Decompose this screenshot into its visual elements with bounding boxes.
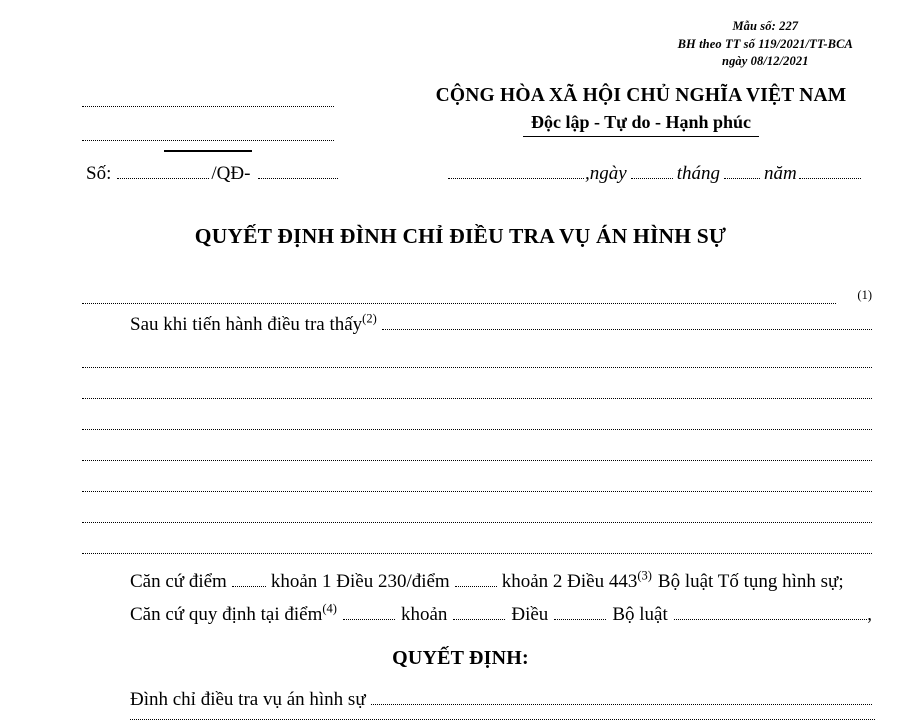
legal-basis-1-part4: Bộ luật Tố tụng hình sự; [657,571,844,592]
national-motto-wrapper [402,111,880,137]
article-1-continuation-dots[interactable] [130,719,875,720]
blank-fill-dots[interactable] [82,460,872,461]
legal-basis-2-code-fill[interactable] [674,606,868,620]
legal-basis-1-part3: khoản 2 Điều 443$^{(3)}$ [501,568,652,592]
legal-basis-2-part5: , [867,604,872,625]
legal-basis-line-2 [130,603,872,627]
investigation-intro-fill[interactable] [382,316,872,330]
blank-fill-dots[interactable] [82,522,872,523]
blank-fill-row[interactable] [82,501,872,532]
legal-basis-2-part3: Điều [511,604,549,625]
blank-fill-dots[interactable] [82,367,872,368]
note-ref-3: (3) [637,568,652,583]
blank-fill-row[interactable] [82,470,872,501]
legal-basis-2-part4: Bộ luật [612,604,668,625]
blank-fill-row[interactable] [82,377,872,408]
form-code-block [678,18,853,71]
document-number-label: Số: [86,163,112,184]
form-issuance-date: ngày 08/12/2021 [722,54,809,68]
blank-fill-row[interactable] [82,532,872,563]
date-comma: , [585,163,590,184]
blank-fill-row[interactable] [82,408,872,439]
national-heading [402,84,880,137]
blank-fill-dots[interactable] [82,553,872,554]
document-number-separator: /QĐ- [211,163,251,184]
year-label: năm [763,163,797,184]
legal-basis-2-point-fill[interactable] [343,606,395,620]
legal-basis-1-part1: Căn cứ điểm [130,571,227,592]
note-ref-1: (1) [857,288,872,302]
agency-name-fill-line[interactable] [82,88,334,107]
blank-fill-row[interactable] [82,346,872,377]
day-fill[interactable] [631,165,673,179]
legal-basis-2-clause-fill[interactable] [453,606,505,620]
day-label: ngày [589,163,627,184]
legal-basis-1-point2-fill[interactable] [455,573,497,587]
investigation-intro-row [82,313,872,346]
legal-basis-1-part2: khoản 1 Điều 230/điểm [270,571,450,592]
article-1-line [130,688,872,712]
month-label: tháng [676,163,720,184]
issuing-agency-block [82,88,334,152]
year-fill[interactable] [799,165,861,179]
legal-basis-line-1 [130,570,872,594]
document-number-fill[interactable] [117,165,209,179]
form-issuance-circular: BH theo TT số 119/2021/TT-BCA [677,36,853,51]
document-body [82,282,872,563]
country-name: CỘNG HÒA XÃ HỘI CHỦ NGHĨA VIỆT NAM [435,85,847,106]
blank-fill-dots[interactable] [82,398,872,399]
month-fill[interactable] [724,165,760,179]
form-number: Mẫu số: 227 [732,19,799,33]
blank-fill-dots[interactable] [82,429,872,430]
blank-fill-dots[interactable] [82,491,872,492]
investigation-intro-label: Sau khi tiến hành điều tra thấy$^{(2)}$ [130,311,377,335]
document-number-line [86,162,338,186]
date-line [448,162,861,186]
document-title: QUYẾT ĐỊNH ĐÌNH CHỈ ĐIỀU TRA VỤ ÁN HÌNH SỰ [194,224,727,248]
legal-basis-2-article-fill[interactable] [554,606,606,620]
legal-basis-2-part2: khoản [400,604,448,625]
issuing-authority-fill-row[interactable] [82,282,872,313]
investigation-content-blank-lines [82,346,872,563]
agency-unit-fill-line[interactable] [82,122,334,141]
article-1-fill[interactable] [371,691,872,705]
legal-basis-2-part1: Căn cứ quy định tại điểm$^{(4)}$ [130,601,337,625]
agency-divider-rule [164,150,252,152]
legal-basis-1-point-fill[interactable] [232,573,266,587]
blank-fill-row[interactable] [82,439,872,470]
place-fill[interactable] [448,165,584,179]
note-ref-4: (4) [322,601,337,616]
article-1-label: Đình chỉ điều tra vụ án hình sự [130,689,366,710]
decision-heading: QUYẾT ĐỊNH: [392,647,529,669]
document-agency-code-fill[interactable] [258,165,338,179]
national-motto: Độc lập - Tự do - Hạnh phúc [523,111,759,137]
note-ref-2: (2) [362,311,377,326]
issuing-authority-dots[interactable] [82,303,836,304]
